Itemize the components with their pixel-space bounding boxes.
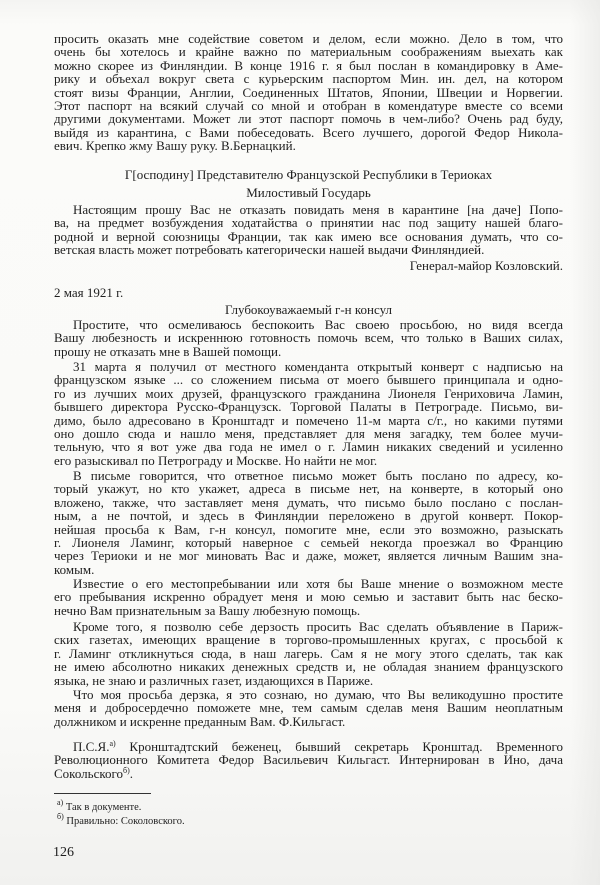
- footnote-text: Правильно: Соколовского.: [63, 816, 185, 827]
- text-line: тельную, что я вот уже два года не имел о г. Ламин никаких сведений и усиленно: [54, 439, 563, 455]
- letter-date-block: [54, 286, 563, 299]
- text-line: должником и искренне преданным Вам. Ф.Кильгаст.: [54, 713, 346, 729]
- text-line: стоят визы Франции, Англии, Соединенных Штатов, Японии, Швеции и Норвегии.: [54, 84, 563, 100]
- letter-signature: Генерал-майор Козловский.: [409, 257, 563, 273]
- text-line: другими документами. Может ли этот паспорт помочь в чем-либо? Очень рад буду,: [54, 111, 563, 127]
- ps-label: П.С.Я.: [73, 739, 110, 754]
- letter-date: 2 мая 1921 г.: [54, 285, 124, 300]
- text-line: Известие о его местопребывании или хотя бы Ваше мнение о возможном месте: [73, 576, 563, 591]
- text-line: Этот паспорт на всякий случай со мной и отобран в комендатуре вместе со всеми: [54, 97, 563, 113]
- text-line: 31 марта я получил от местного коменданта открытый конверт с надписью на: [73, 359, 563, 374]
- text-line: В письме говорится, что ответное письмо может быть послано по адресу, ко-: [73, 468, 563, 483]
- text-line: г. Ламинг откликнуться сюда, в наш лагерь. Сам я не могу этого сделать, так как: [54, 645, 563, 661]
- text-line: комым.: [54, 561, 95, 577]
- text-line: нейшая просьба к Вам, г-н консул, помогите мне, если это возможно, разыскать: [54, 521, 563, 537]
- letter-kozlovsky-salutation-block: [54, 186, 563, 199]
- text-line: очень бы хотелось и крайне важно по материальным соображениям выехать как: [54, 44, 563, 60]
- paragraph: [54, 688, 563, 728]
- paragraph: [54, 318, 563, 358]
- letter-bernatsky-ending: [54, 32, 563, 153]
- footnote-mark: а): [57, 798, 64, 807]
- text-line: бывшего директора Русско-Французск. Торговой Палаты в Петрограде. Письмо, ви-: [54, 399, 563, 415]
- text-line: ва, на предмет возбуждения ходатайства о принятии нас под защиту нашей благо-: [54, 215, 563, 231]
- text-line: евич. Крепко жму Вашу руку. В.Бернацкий.: [54, 138, 296, 154]
- letter-address: Г[осподину] Представителю Французской Республики в Териоках: [124, 167, 493, 182]
- text-line: Вашу любезность и искреннюю готовность помочь всем, что только в Ваших силах,: [54, 330, 563, 346]
- paragraph: [54, 577, 563, 617]
- text-line: его разыскивал по Петрограду и Москве. Но найти не мог.: [54, 452, 378, 468]
- text-line: Настоящим прошу Вас не отказать повидать меня в карантине [на даче] Попо-: [73, 202, 563, 217]
- footnote-ref: б): [123, 765, 130, 775]
- text-line: Кроме того, я позволю себе дерзость просить Вас сделать объявление в Париж-: [73, 619, 563, 634]
- text-line: ских газетах, имеющих вращение в торгово-промышленных кругах, с просьбой к: [54, 632, 563, 648]
- text-line: Что моя просьба дерзка, я это сознаю, но думаю, что Вы великодушно простите: [73, 687, 563, 702]
- footnote-mark: б): [57, 812, 64, 821]
- text-line: ветская власть может потребовать категорически нашей выдачи Финляндией.: [54, 242, 485, 258]
- text-line: через Териоки и не мог миновать Вас и даже, может, является личным Вашим зна-: [54, 548, 563, 564]
- postscript: [54, 740, 563, 780]
- text-line: не имею абсолютно никаких денежных средств и, не обладая знанием французского: [54, 659, 563, 675]
- letter-kozlovsky: [54, 168, 563, 181]
- text-line: оно дошло сюда и нашло меня, представляет для меня загадку, тем более мучи-: [54, 425, 563, 441]
- text-line: димо, было адресовано в Кронштадт и помечено 11-м марта с/г., но какими путями: [54, 412, 563, 428]
- text-line: [54, 740, 563, 753]
- text-line: можно скорее из Финляндии. В конце 1916 г. я был послан в командировку в Аме-: [54, 57, 563, 73]
- text-line: просить оказать мне содействие советом и делом, если можно. Дело в том, что: [54, 31, 563, 46]
- page-number: 126: [53, 845, 74, 860]
- text-line: нечно Вам признательным за Вашу любезную помощь.: [54, 602, 361, 618]
- text-line: го из лучших моих друзей, французского гражданина Лионеля Генриховича Ламин,: [54, 385, 563, 401]
- text-line: французском языке ... со сложением письма от моего бывшего принципала и одно-: [54, 372, 563, 388]
- text-line: вложено, также, что заставляет меня думать, что письмо было послано с послан-: [54, 494, 563, 510]
- text-line: языка, не знаю и различных газет, издающихся в Париже.: [54, 672, 374, 688]
- text-line: Революционного Комитета Федор Васильевич Кильгаст. Интернирован в Ино, дача: [54, 752, 563, 768]
- ps-text: .: [129, 765, 133, 781]
- text-line: г. Лионеля Ламинг, который наверное с семьей некогда проезжал во Францию: [54, 534, 563, 550]
- text-line: Простите, что осмеливаюсь беспокоить Вас своею просьбою, но видя всегда: [73, 317, 563, 332]
- text-line: его пребывания искренно обрадует меня и мою семью и заставит быть нас беско-: [54, 589, 563, 605]
- paragraph: [54, 620, 563, 687]
- letter-kilgast-salutation-block: [54, 303, 563, 316]
- paragraph: [54, 360, 563, 467]
- ps-text: Сокольского: [54, 765, 124, 781]
- footnote-text: Так в документе.: [63, 802, 142, 813]
- letter-kozlovsky-body: [54, 203, 563, 272]
- letter-salutation: Милостивый Государь: [246, 185, 371, 200]
- paragraph: [54, 469, 563, 576]
- scan-shading: [570, 0, 600, 885]
- footnote: [57, 798, 142, 814]
- text-line: меня и добросердечно поможете мне, тем самым сделав меня Вашим неоплатным: [54, 700, 563, 716]
- footnote-divider: [54, 793, 151, 794]
- ps-text: Кронштадтский беженец, бывший секретарь Кронштад. Временного: [115, 739, 563, 754]
- text-line: торый укажут, но кто укажет, адреса в письме нет, на конверте, в который оно: [54, 481, 563, 497]
- text-line: выйдя из карантина, с Вами побеседовать. Всего лучшего, дорогой Федор Никола-: [54, 124, 563, 140]
- text-line: [54, 767, 563, 780]
- footnote: [57, 812, 185, 828]
- text-line: рику и объехал вокруг света с курьерским паспортом Мин. ин. дел, на котором: [54, 71, 563, 87]
- text-line: ным, а не почтой, и здесь в Финляндии переложено в другой конверт. Покор-: [54, 508, 563, 524]
- text-line: прошу не отказать мне в Вашей помощи.: [54, 343, 282, 359]
- text-line: родной и верной союзницы Франции, так как имею все основания думать, что со-: [54, 228, 563, 244]
- footnote-ref: а): [109, 739, 116, 748]
- letter-salutation: Глубокоуважаемый г-н консул: [224, 302, 393, 317]
